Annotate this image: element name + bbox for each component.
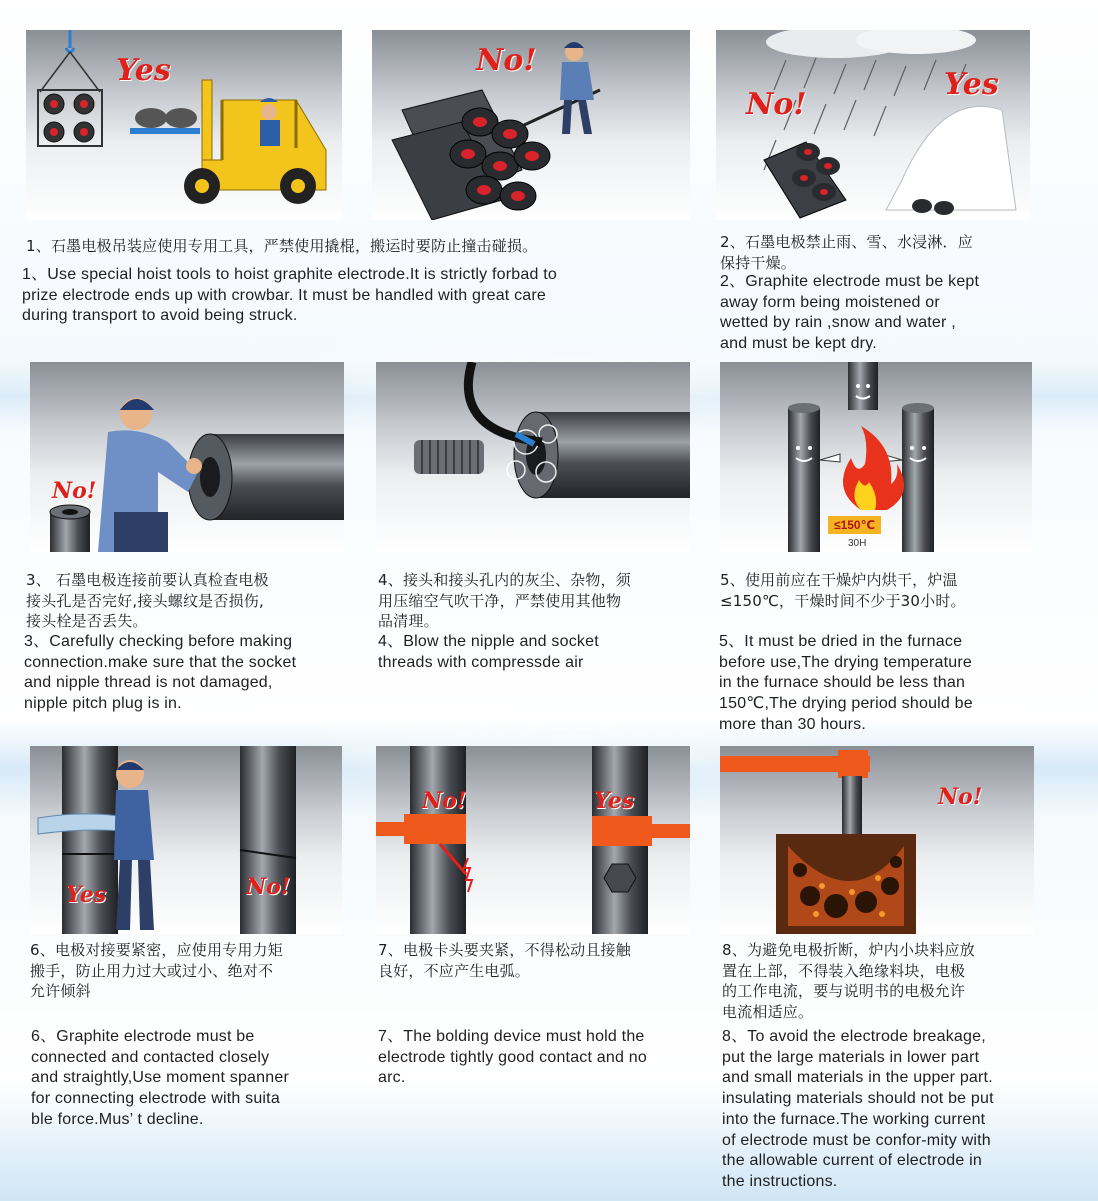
step-2-english: 2、Graphite electrode must be kept away form being moistened or wetted by rain ,snow and water , and must be kept dry.: [720, 273, 980, 353]
step-1-english: 1、Use special hoist tools to hoist graphite electrode.It is strictly forbad to prize electrode ends up with crowbar. It must be handled with great care during transport to avoid being struck.: [22, 266, 557, 325]
step-5-chinese: 5、使用前应在干燥炉内烘干，炉温 ≤150℃，干燥时间不少于30小时。: [720, 571, 966, 610]
no-tag: No!: [422, 788, 467, 814]
step-7-chinese: 7、电极卡头要夹紧，不得松动且接触 良好，不应产生电弧。: [378, 941, 631, 980]
no-tag: No!: [246, 874, 291, 900]
step-8-chinese: 8、为避免电极折断，炉内小块料应放 置在上部，不得装入绝缘料块，电极 的工作电流，要与说明书的电极允许 电流相适应。: [722, 941, 975, 1022]
yes-tag: Yes: [944, 67, 999, 102]
illustration-crowbar-prize: [372, 30, 690, 220]
step-4-english: 4、Blow the nipple and socket threads with compressde air: [378, 633, 599, 671]
step-4-chinese: 4、接头和接头孔内的灰尘、杂物，须 用压缩空气吹干净，严禁使用其他物 品清理。: [378, 571, 631, 631]
step-6-english: 6、Graphite electrode must be connected and contacted closely and straightly,Use moment spanner for connecting electrode with suita ble force.Mus’ t decline.: [31, 1028, 289, 1128]
drying-time-label: 30H: [848, 538, 867, 549]
air-blow-drawing: [376, 362, 690, 552]
illustration-hoist-forklift: [26, 30, 342, 220]
furnace-charge-drawing: [720, 746, 1034, 934]
temperature-label: ≤150℃: [828, 516, 881, 534]
yes-tag: Yes: [66, 882, 107, 908]
illustration-inspect-socket: [30, 362, 344, 552]
no-tag: No!: [476, 43, 537, 78]
yes-tag: Yes: [594, 788, 635, 814]
step-5-english: 5、It must be dried in the furnace before use,The drying temperature in the furnace should be less than 150℃,The drying period should be more than 30 hours.: [719, 633, 973, 733]
illustration-drying-furnace: [720, 362, 1032, 552]
step-7-english: 7、The bolding device must hold the electrode tightly good contact and no arc.: [378, 1028, 647, 1087]
hoist-forklift-drawing: [26, 30, 342, 220]
step-1-chinese: 1、石墨电极吊装应使用专用工具，严禁使用撬棍，搬运时要防止撞击碰损。: [26, 237, 538, 255]
illustration-holder-clamp: [376, 746, 690, 934]
step-6-chinese: 6、电极对接要紧密，应使用专用力矩 搬手，防止用力过大或过小、绝对不 允许倾斜: [30, 941, 283, 1001]
yes-tag: Yes: [116, 53, 171, 88]
step-3-chinese: 3、 石墨电极连接前要认真检查电极 接头孔是否完好,接头螺纹是否损伤, 接头栓是否丢失。: [26, 571, 269, 631]
step-2-chinese: 2、石墨电极禁止雨、雪、水浸淋．应 保持干燥。: [720, 233, 973, 272]
clamp-drawing: [376, 746, 690, 934]
illustration-compressed-air: [376, 362, 690, 552]
step-8-english: 8、To avoid the electrode breakage, put the large materials in lower part and small materials in the upper part. insulating materials should not be put into the furnace.The working current of electrode must be confor-mity with the allowable current of electrode in the instructions.: [722, 1028, 994, 1190]
no-tag: No!: [746, 87, 807, 122]
no-tag: No!: [938, 784, 983, 810]
step-3-english: 3、Carefully checking before making connection.make sure that the socket and nipple thread is not damaged, nipple pitch plug is in.: [24, 633, 297, 713]
rain-drawing: [716, 30, 1030, 220]
inspect-drawing: [30, 362, 344, 552]
illustration-rain-protection: [716, 30, 1030, 220]
illustration-joint-spanner: [30, 746, 342, 934]
illustration-furnace-materials: [720, 746, 1034, 934]
no-tag: No!: [52, 478, 97, 504]
